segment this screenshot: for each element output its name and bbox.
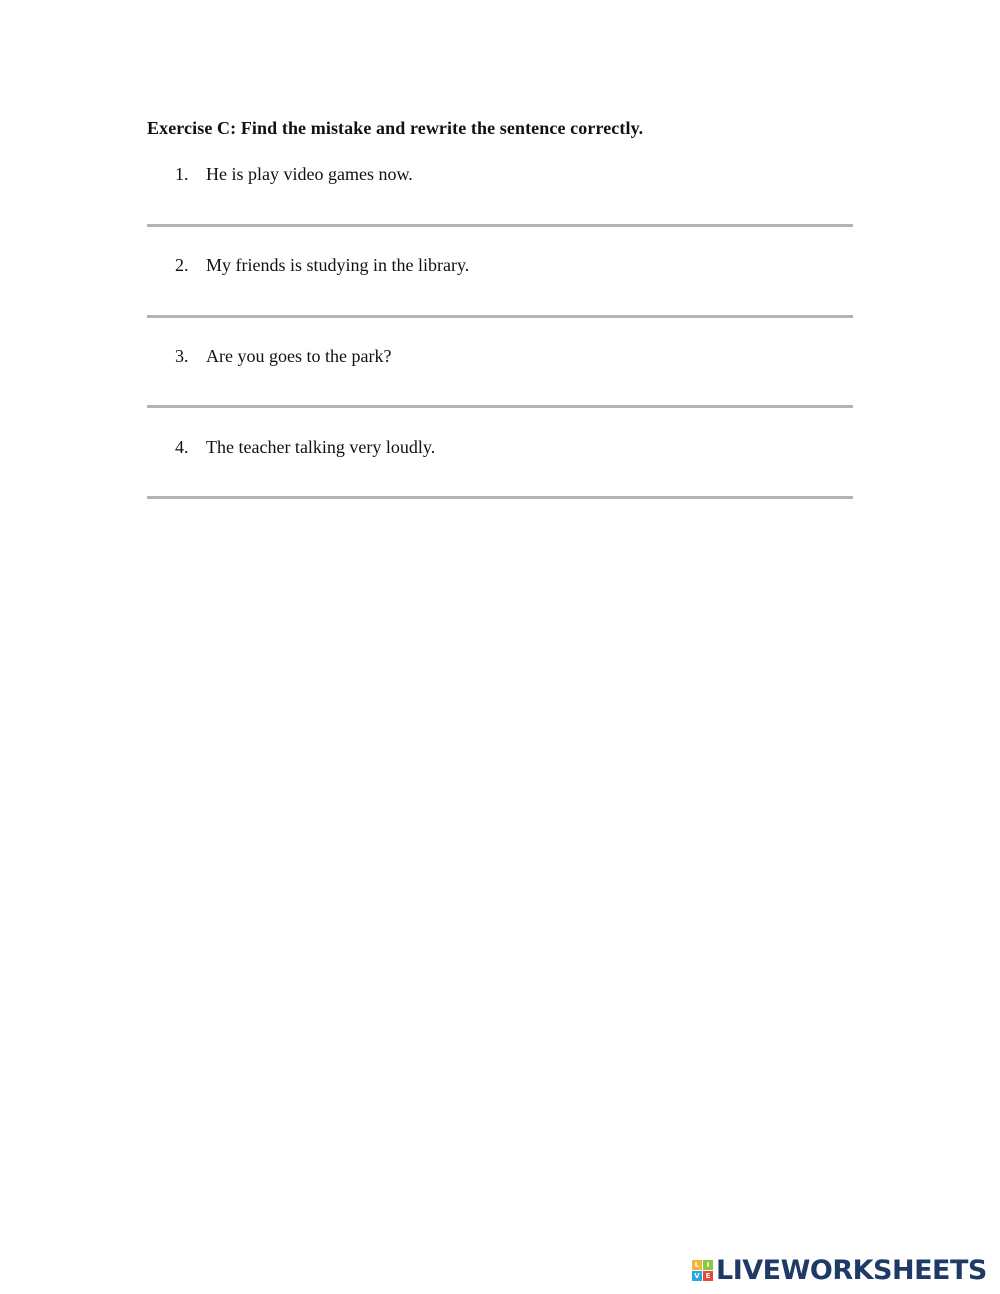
- item-sentence: Are you goes to the park?: [206, 346, 392, 366]
- answer-line-2[interactable]: [147, 315, 853, 318]
- logo-wordmark: LIVEWORKSHEETS: [716, 1254, 987, 1286]
- exercise-item: [0, 164, 1000, 188]
- item-number: 4.: [175, 437, 189, 457]
- answer-line-1[interactable]: [147, 224, 853, 227]
- exercise-item: [0, 346, 1000, 370]
- item-sentence: My friends is studying in the library.: [206, 255, 470, 275]
- logo-tile: V: [692, 1271, 702, 1281]
- logo-tile: L: [692, 1260, 702, 1270]
- exercise-item: [0, 437, 1000, 461]
- logo-tile: E: [703, 1271, 713, 1281]
- answer-line-3[interactable]: [147, 405, 853, 408]
- answer-line-4[interactable]: [147, 496, 853, 499]
- exercise-heading: Exercise C: Find the mistake and rewrite the sentence correctly.: [147, 118, 644, 138]
- item-sentence: He is play video games now.: [206, 164, 413, 184]
- exercise-item: [0, 255, 1000, 279]
- liveworksheets-logo: [692, 1256, 987, 1284]
- item-number: 1.: [175, 164, 189, 184]
- item-number: 2.: [175, 255, 189, 275]
- item-number: 3.: [175, 346, 189, 366]
- logo-tile: I: [703, 1260, 713, 1270]
- logo-mark-icon: [692, 1260, 713, 1281]
- item-sentence: The teacher talking very loudly.: [206, 437, 436, 457]
